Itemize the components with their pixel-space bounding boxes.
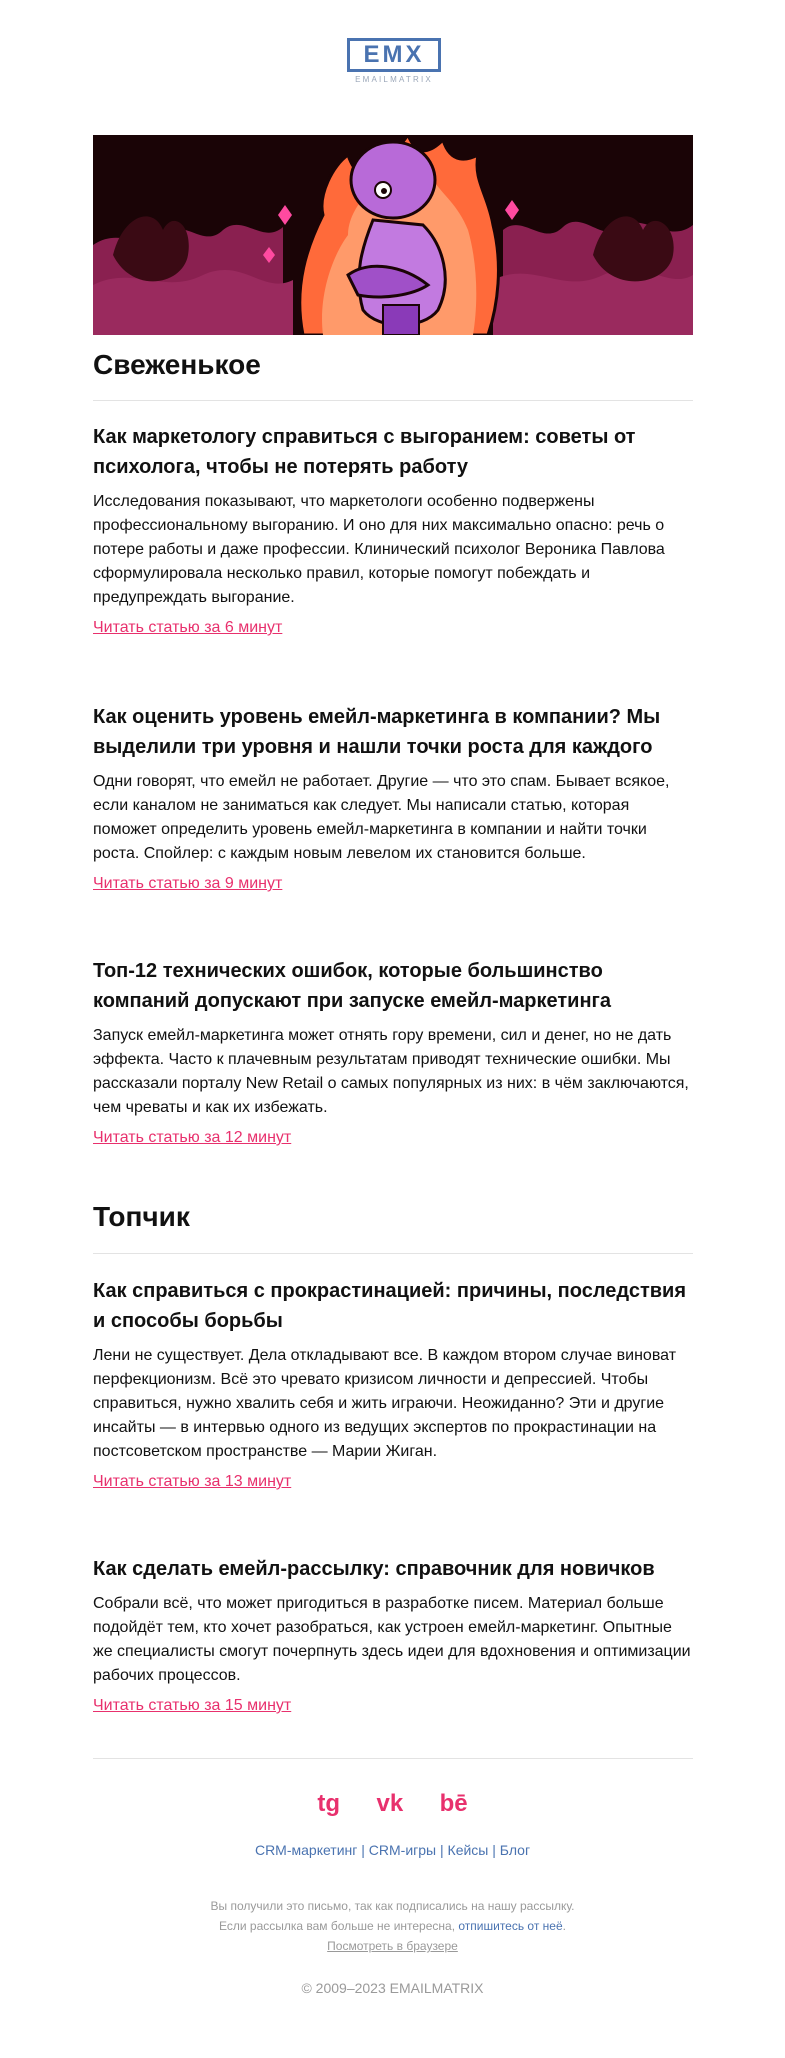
article-title[interactable]: Как справиться с прокрастинацией: причины, последствия и способы борьбы	[93, 1280, 686, 1332]
section-title-fresh: Свеженькое	[93, 349, 261, 380]
emailmatrix-logo[interactable]	[345, 38, 443, 84]
unsubscribe-line	[0, 1916, 785, 1936]
legal-notice	[0, 1896, 785, 1956]
article-summary: Одни говорят, что емейл не работает. Другие — что это спам. Бывает всякое, если каналом не заниматься как следует. Мы написали статью, которая поможет определить уровень емейл-маркетинга в компании и найти точки роста. Спойлер: с каждым новым левелом их становится больше.	[93, 773, 670, 862]
article-summary: Лени не существует. Дела откладывают все. В каждом втором случае виноват перфекционизм. Всё это чревато кризисом личности и депрессией. Чтобы справиться, нужно хвалить себя и жить играючи. Неожиданно? Эти и другие инсайты — в интервью одного из ведущих экспертов по прокрастинации на постсоветском пространстве — Марии Жиган.	[93, 1347, 677, 1460]
logo-wordmark: EMAILMATRIX	[355, 75, 433, 84]
footer-separator: |	[357, 1842, 369, 1858]
view-in-browser-link[interactable]: Посмотреть в браузере	[327, 1939, 458, 1953]
unsubscribe-link[interactable]: отпишитесь от неё	[458, 1919, 563, 1933]
logo-mark	[347, 38, 441, 72]
unsubscribe-suffix: .	[562, 1919, 566, 1933]
hero-illustration	[93, 135, 693, 335]
article-item	[93, 702, 693, 896]
social-links	[0, 1790, 785, 1818]
footer-nav	[0, 1842, 785, 1858]
section-divider	[93, 1253, 693, 1254]
article-summary: Собрали всё, что может пригодиться в разработке писем. Материал больше подойдёт тем, кто хочет разобраться, как устроен емейл-маркетинг. Опытные же специалисты смогут почерпнуть здесь идеи для вдохновения и оптимизации рабочих процессов.	[93, 1595, 691, 1684]
footer-divider	[93, 1758, 693, 1759]
unsubscribe-prefix: Если рассылка вам больше не интересна,	[218, 1919, 459, 1933]
article-title[interactable]: Как оценить уровень емейл-маркетинга в компании? Мы выделили три уровня и нашли точки роста для каждого	[93, 706, 661, 758]
read-article-link[interactable]: Читать статью за 12 минут	[93, 1129, 292, 1146]
read-article-link[interactable]: Читать статью за 9 минут	[93, 875, 283, 892]
section-divider	[93, 400, 693, 401]
article-title[interactable]: Как маркетологу справиться с выгоранием: советы от психолога, чтобы не потерять работу	[93, 426, 636, 478]
vk-link[interactable]: vk	[376, 1790, 404, 1817]
footer-link-blog[interactable]: Блог	[499, 1842, 531, 1858]
footer-link-crm-marketing[interactable]: CRM-маркетинг	[254, 1842, 358, 1858]
article-item	[93, 422, 693, 640]
footer-separator: |	[488, 1842, 500, 1858]
article-item	[93, 956, 693, 1150]
footer-link-cases[interactable]: Кейсы	[447, 1842, 489, 1858]
footer-link-crm-games[interactable]: CRM-игры	[368, 1842, 437, 1858]
read-article-link[interactable]: Читать статью за 6 минут	[93, 619, 283, 636]
article-title[interactable]: Топ-12 технических ошибок, которые большинство компаний допускают при запуске емейл-маркетинга	[93, 960, 611, 1012]
section-title-top: Топчик	[93, 1201, 190, 1232]
behance-link[interactable]: bē	[439, 1790, 468, 1817]
subscription-notice: Вы получили это письмо, так как подписались на нашу рассылку.	[210, 1899, 575, 1913]
read-article-link[interactable]: Читать статью за 15 минут	[93, 1697, 292, 1714]
footer-separator: |	[436, 1842, 448, 1858]
article-summary: Исследования показывают, что маркетологи особенно подвержены профессиональному выгоранию. И оно для них максимально опасно: речь о потере работы и даже профессии. Клинический психолог Вероника Павлова сформулировала несколько правил, которые помогут побеждать и предупреждать выгорание.	[93, 493, 665, 606]
article-item	[93, 1276, 693, 1494]
telegram-link[interactable]: tg	[317, 1790, 341, 1817]
article-title[interactable]: Как сделать емейл-рассылку: справочник для новичков	[93, 1558, 655, 1580]
logo-mark-text: EMX	[363, 41, 425, 68]
read-article-link[interactable]: Читать статью за 13 минут	[93, 1473, 292, 1490]
copyright: © 2009–2023 EMAILMATRIX	[301, 1980, 484, 1996]
article-item	[93, 1554, 693, 1718]
article-summary: Запуск емейл-маркетинга может отнять гору времени, сил и денег, но не дать эффекта. Часто к плачевным результатам приводят технические ошибки. Мы рассказали порталу New Retail о самых популярных из них: в чём заключаются, чем чреваты и как их избежать.	[93, 1027, 689, 1116]
